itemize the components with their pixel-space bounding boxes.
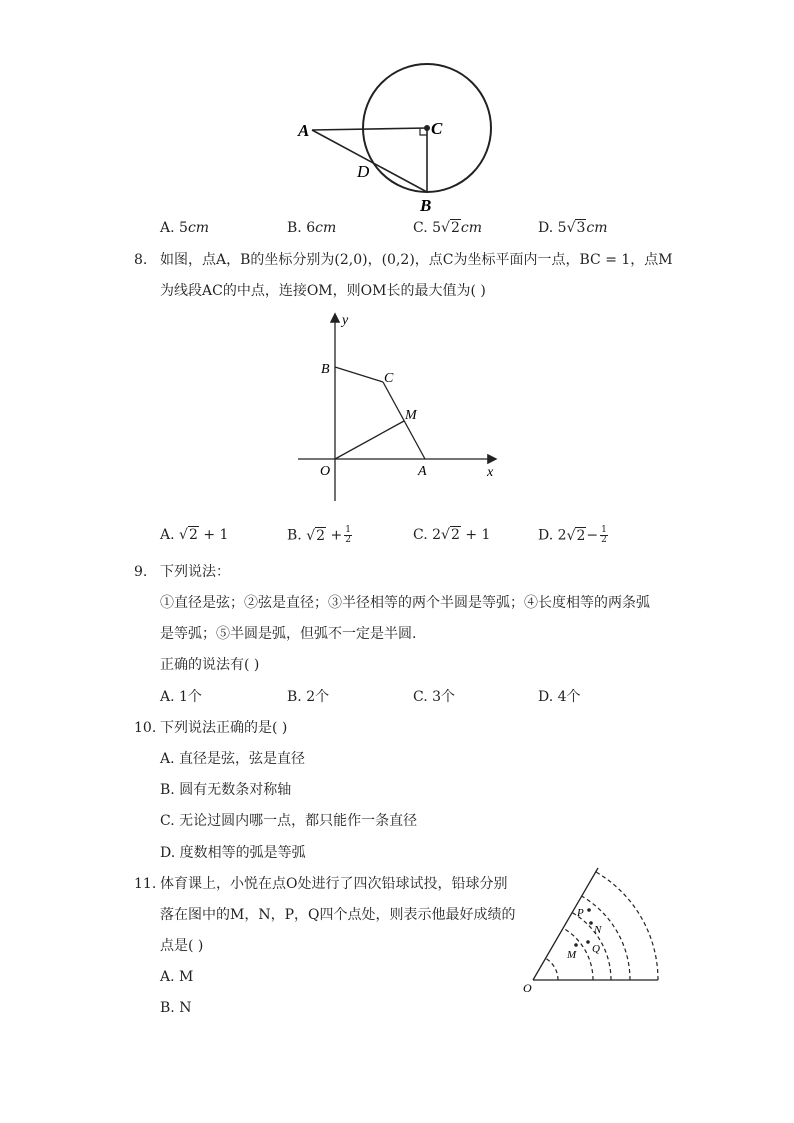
- sqrt-sign: √2: [566, 527, 586, 544]
- sqrt-sign: √2: [441, 220, 460, 236]
- q8-stem-line2: 为线段AC的中点，连接OM，则OM长的最大值为( ): [160, 283, 486, 299]
- q8-label-y: y: [342, 313, 349, 328]
- q7-label-b: B: [420, 196, 432, 215]
- q9-option-b[interactable]: B. 2个: [287, 689, 330, 705]
- q11-point-q: [586, 940, 590, 944]
- q8-segment-ca: [383, 382, 425, 459]
- q8-segment-bc: [335, 367, 383, 382]
- q8-label-b: B: [321, 362, 330, 377]
- q7-figure: [290, 55, 510, 215]
- q10-number: 10.: [134, 720, 157, 736]
- q11-option-b[interactable]: B. N: [160, 1000, 192, 1016]
- sqrt-sign: √2: [306, 527, 326, 544]
- q7-option-d[interactable]: D. 5√3cm: [538, 220, 608, 236]
- q9-stem: 下列说法：: [160, 564, 230, 580]
- q7-segment-ac: [312, 128, 427, 130]
- q11-label-o: O: [523, 981, 532, 995]
- q11-option-a[interactable]: A. M: [160, 969, 194, 985]
- fraction: $\frac{1}{2}$: [345, 525, 351, 545]
- q8-label-m: M: [405, 408, 417, 423]
- q7-option-b[interactable]: B. 6cm: [287, 220, 337, 236]
- q9-line3: 正确的说法有( ): [160, 657, 260, 673]
- q11-line1: 体育课上，小悦在点O处进行了四次铅球试投，铅球分别: [160, 876, 508, 892]
- q8-option-a[interactable]: A. √2 + 1: [160, 527, 229, 543]
- q8-stem-line1: 如图，点A，B的坐标分别为(2,0)，(0,2)，点C为坐标平面内一点，BC = 1，点M: [160, 252, 673, 268]
- q7-label-a: A: [298, 121, 310, 140]
- q11-sector-edge-slant: [533, 868, 598, 980]
- q9-option-a[interactable]: A. 1个: [160, 689, 202, 705]
- q7-option-c[interactable]: C. 5√2cm: [413, 220, 483, 236]
- q11-label-m: M: [567, 949, 577, 961]
- q10-option-c[interactable]: C. 无论过圆内哪一点，都只能作一条直径: [160, 813, 418, 829]
- q8-label-x: x: [487, 465, 494, 480]
- sqrt-sign: √2: [179, 527, 198, 543]
- q8-option-b[interactable]: B. √2 + $\frac{1}{2}$: [287, 525, 351, 545]
- sqrt-sign: √3: [566, 220, 586, 236]
- q11-arc-5: [596, 872, 659, 980]
- q8-number: 8.: [134, 252, 148, 268]
- q9-option-d[interactable]: D. 4个: [538, 689, 581, 705]
- q8-label-o: O: [320, 464, 331, 479]
- q8-figure: [290, 305, 510, 505]
- q8-label-a: A: [418, 464, 427, 479]
- q9-option-c[interactable]: C. 3个: [413, 689, 456, 705]
- q11-point-m: [574, 943, 578, 947]
- q8-option-d[interactable]: D. 2√2− $\frac{1}{2}$: [538, 525, 607, 545]
- q11-figure: [518, 860, 668, 995]
- q9-number: 9.: [134, 564, 148, 580]
- q11-label-q: Q: [592, 943, 600, 955]
- q7-option-a[interactable]: A. 5cm: [160, 220, 210, 236]
- q7-segment-ab: [312, 130, 427, 192]
- q10-option-a[interactable]: A. 直径是弦，弦是直径: [160, 751, 306, 767]
- fraction: $\frac{1}{2}$: [601, 525, 607, 545]
- q11-number: 11.: [134, 876, 157, 892]
- q11-arc-1: [546, 958, 559, 980]
- q9-line2: 是等弧；⑤半圆是弧，但弧不一定是半圆.: [160, 626, 417, 642]
- q11-line2: 落在图中的M，N，P，Q四个点处，则表示他最好成绩的: [160, 907, 516, 923]
- q8-label-c: C: [384, 371, 394, 386]
- sqrt-sign: √2: [441, 527, 460, 543]
- q9-line1: ①直径是弦；②弦是直径；③半径相等的两个半圆是等弧；④长度相等的两条弧: [160, 595, 650, 611]
- q11-label-p: P: [577, 907, 584, 919]
- q8-segment-om: [335, 421, 404, 459]
- q7-center-point: [424, 125, 430, 131]
- q11-label-n: N: [594, 924, 602, 936]
- q11-point-p: [587, 908, 591, 912]
- q10-stem: 下列说法正确的是( ): [160, 720, 288, 736]
- q11-line3: 点是( ): [160, 938, 204, 954]
- q7-label-d: D: [357, 162, 370, 181]
- q7-label-c: C: [431, 119, 443, 138]
- q10-option-d[interactable]: D. 度数相等的弧是等弧: [160, 845, 306, 861]
- q11-point-n: [589, 921, 593, 925]
- q8-option-c[interactable]: C. 2√2 + 1: [413, 527, 491, 543]
- q10-option-b[interactable]: B. 圆有无数条对称轴: [160, 782, 292, 798]
